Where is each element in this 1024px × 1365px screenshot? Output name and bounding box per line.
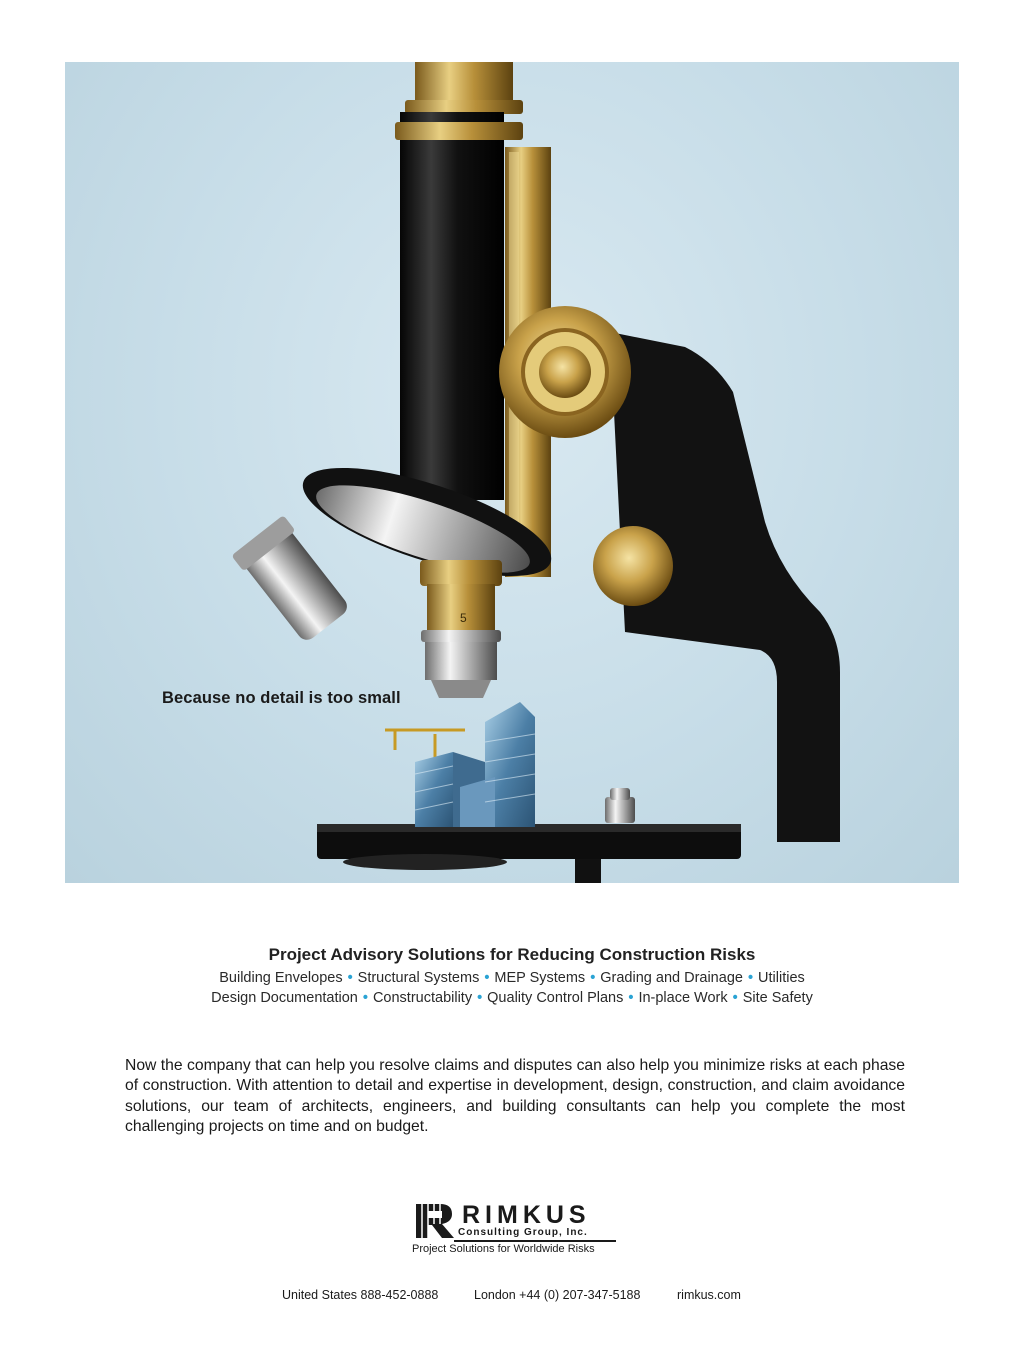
service-item: In-place Work: [638, 990, 728, 1006]
rimkus-logo: [410, 1200, 620, 1260]
body-copy: Now the company that can help you resolve claims and disputes can also help you minimize risks at each phase of construction. With attention to detail and expertise in development, design, construction, and claim avoidance solutions, our team of architects, engineers, and building consultants can help you complete the most challenging projects on time and on budget.: [125, 1056, 905, 1136]
bullet-icon: •: [747, 970, 754, 986]
service-item: MEP Systems: [494, 970, 586, 986]
bullet-icon: •: [484, 970, 490, 986]
hero-image: [65, 62, 959, 883]
service-item: Constructability: [372, 990, 473, 1006]
bullet-icon: •: [347, 970, 353, 986]
service-item: Grading and Drainage: [600, 970, 743, 986]
bullet-icon: •: [477, 990, 483, 1006]
headline: Project Advisory Solutions for Reducing Construction Risks: [268, 945, 756, 964]
logo-divider: [454, 1240, 616, 1242]
rimkus-r-mark-icon: [414, 1202, 458, 1240]
services-row-2: [0, 990, 1024, 1006]
service-item: Structural Systems: [357, 970, 480, 986]
microscope-illustration: [65, 62, 959, 883]
bullet-icon: •: [590, 970, 596, 986]
objective-marking: 5: [460, 611, 467, 625]
logo-tagline: Project Solutions for Worldwide Risks: [412, 1243, 595, 1255]
services-row-1: [0, 970, 1024, 986]
logo-subtitle: Consulting Group, Inc.: [458, 1227, 588, 1238]
bullet-icon: •: [732, 990, 738, 1006]
bullet-icon: •: [628, 990, 634, 1006]
bullet-icon: •: [362, 990, 368, 1006]
service-item: Building Envelopes: [219, 970, 343, 986]
contact-london-phone: London +44 (0) 207-347-5188: [474, 1288, 641, 1302]
logo-wordmark: RIMKUS: [462, 1201, 591, 1229]
website-link[interactable]: rimkus.com: [677, 1288, 741, 1302]
service-item: Site Safety: [742, 990, 813, 1006]
tagline: Because no detail is too small: [162, 689, 401, 707]
contact-us-phone: United States 888-452-0888: [282, 1288, 439, 1302]
service-item: Utilities: [758, 970, 805, 986]
service-item: Quality Control Plans: [487, 990, 624, 1006]
service-item: Design Documentation: [211, 990, 358, 1006]
